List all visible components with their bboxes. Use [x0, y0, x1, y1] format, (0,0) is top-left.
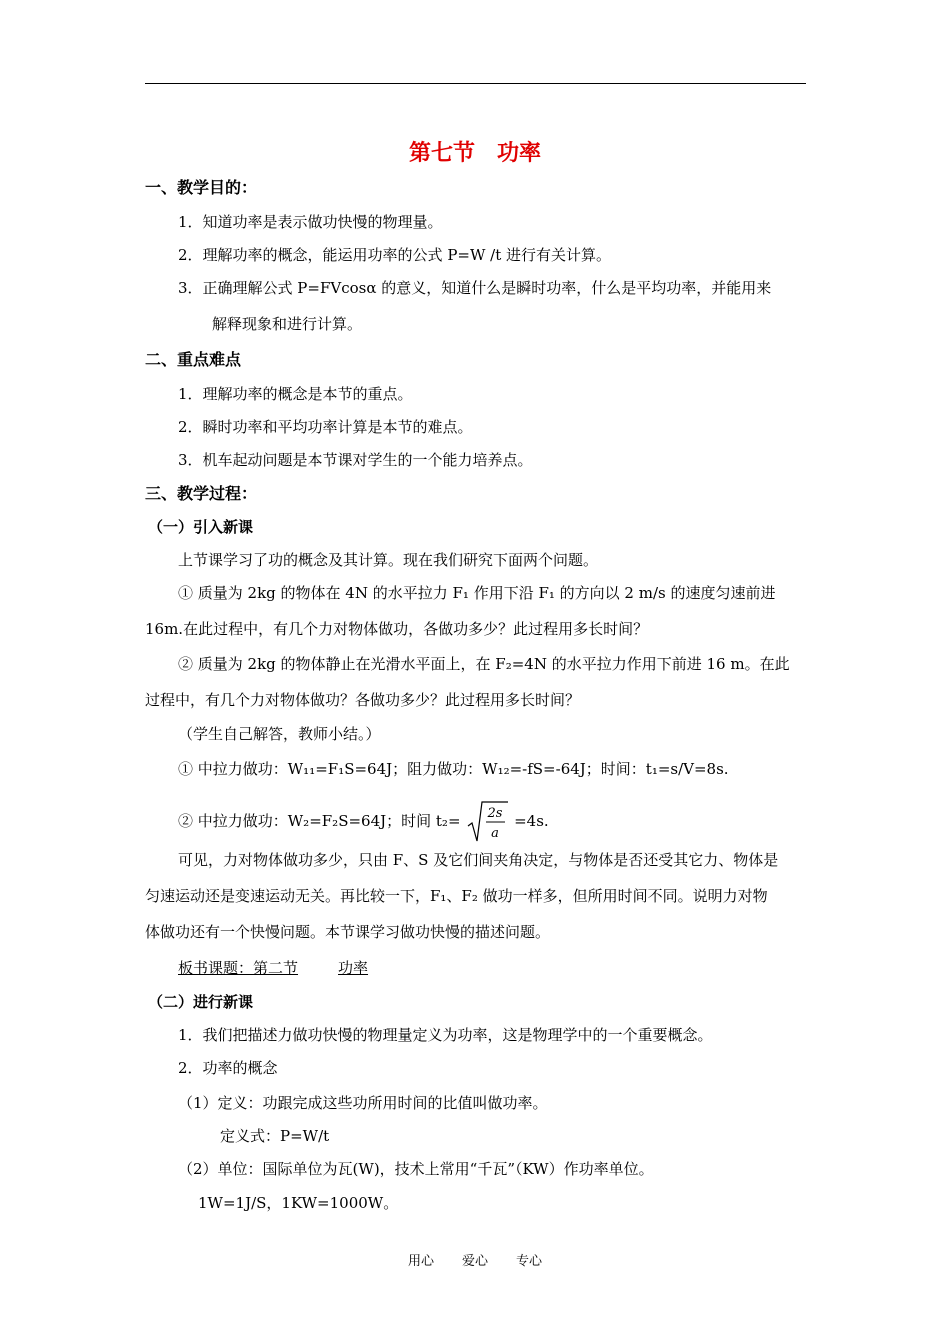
paragraph-line: （2）单位：国际单位为瓦(W)，技术上常用“千瓦”（KW）作功率单位。 — [178, 1160, 654, 1178]
paragraph-line: 上节课学习了功的概念及其计算。现在我们研究下面两个问题。 — [178, 551, 599, 569]
sqrt-formula — [467, 800, 509, 844]
key-point: 3．机车起动问题是本节课对学生的一个能力培养点。 — [178, 451, 533, 469]
paragraph-line: 1．我们把描述力做功快慢的物理量定义为功率，这是物理学中的一个重要概念。 — [178, 1026, 713, 1044]
goal-item-cont: 解释现象和进行计算。 — [212, 315, 363, 333]
formula-numerator: 2s — [487, 806, 503, 821]
paragraph-line: ② 质量为 2kg 的物体静止在光滑水平面上，在 F₂=4N 的水平拉力作用下前进 16 m。在此 — [178, 655, 790, 673]
subheading-new-lesson: （二）进行新课 — [148, 993, 254, 1011]
paragraph-line: 体做功还有一个快慢问题。本节课学习做功快慢的描述问题。 — [145, 923, 551, 941]
paragraph-line: 可见，力对物体做功多少，只由 F、S 及它们间夹角决定，与物体是否还受其它力、物体是 — [178, 851, 779, 869]
board-title: 板书课题：第二节 功率 — [178, 959, 369, 977]
paragraph-line: ① 质量为 2kg 的物体在 4N 的水平拉力 F₁ 作用下沿 F₁ 的方向以 2 m/s 的速度匀速前进 — [178, 584, 776, 602]
goal-item: 2．理解功率的概念，能运用功率的公式 P=W /t 进行有关计算。 — [178, 246, 612, 264]
paragraph-line: （学生自己解答，教师小结。） — [178, 725, 381, 743]
section-heading-process: 三、教学过程： — [145, 484, 258, 503]
key-point: 1．理解功率的概念是本节的重点。 — [178, 385, 413, 403]
header-rule — [145, 83, 806, 84]
page-footer: 用心 爱心 专心 — [407, 1254, 543, 1269]
formula-line: 1W=1J/S，1KW=1000W。 — [198, 1194, 399, 1212]
key-point: 2．瞬时功率和平均功率计算是本节的难点。 — [178, 418, 473, 436]
section-heading-keypoints: 二、重点难点 — [145, 350, 242, 369]
solution-line: ① 中拉力做功：W₁₁=F₁S=64J；阻力做功：W₁₂=-fS=-64J；时间：t₁=s/V=8s. — [178, 760, 729, 778]
goal-item: 1．知道功率是表示做功快慢的物理量。 — [178, 213, 443, 231]
formula-denominator: a — [491, 826, 500, 841]
paragraph-line: 2．功率的概念 — [178, 1059, 278, 1077]
page-title: 第七节 功率 — [408, 141, 542, 166]
section-heading-goals: 一、教学目的： — [145, 178, 258, 197]
paragraph-line: 匀速运动还是变速运动无关。再比较一下，F₁、F₂ 做功一样多，但所用时间不同。说明力对物 — [145, 887, 768, 905]
subheading-intro: （一）引入新课 — [148, 518, 254, 536]
goal-item: 3．正确理解公式 P=FVcosα 的意义，知道什么是瞬时功率，什么是平均功率，并能用来 — [178, 279, 772, 297]
paragraph-line: （1）定义：功跟完成这些功所用时间的比值叫做功率。 — [178, 1094, 548, 1112]
paragraph-line: 16m.在此过程中，有几个力对物体做功，各做功多少？此过程用多长时间？ — [145, 620, 649, 638]
paragraph-line: 过程中，有几个力对物体做功？各做功多少？此过程用多长时间？ — [145, 691, 581, 709]
solution-line-sqrt: ② 中拉力做功：W₂=F₂S=64J；时间 t₂= 2s a =4s. — [178, 800, 549, 836]
formula-line: 定义式：P=W/t — [220, 1127, 330, 1145]
